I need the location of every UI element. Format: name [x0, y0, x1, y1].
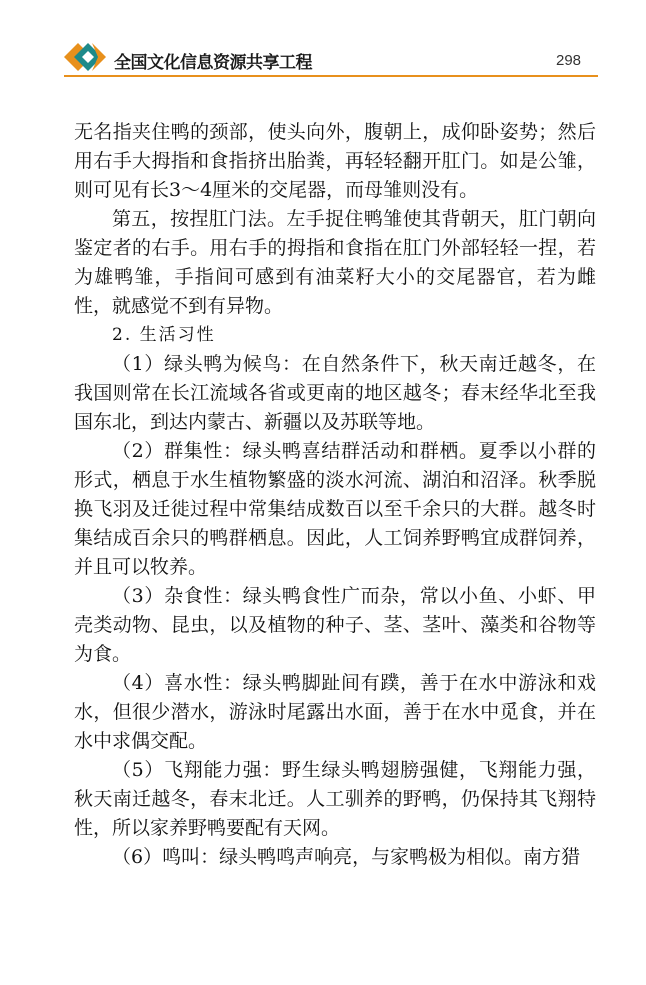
paragraph: （1）绿头鸭为候鸟：在自然条件下，秋天南迁越冬，在我国则常在长江流域各省或更南的地区越冬；春末经华北至我国东北，到达内蒙古、新疆以及苏联等地。 [74, 353, 596, 433]
section-heading: 2. 生活习性 [112, 325, 216, 345]
paragraph: （5）飞翔能力强：野生绿头鸭翅膀强健，飞翔能力强，秋天南迁越冬，春末北迁。人工驯养的野鸭，仍保持其飞翔特性，所以家养野鸭要配有天网。 [74, 759, 596, 839]
paragraph: （6）鸣叫：绿头鸭鸣声响亮，与家鸭极为相似。南方猎 [112, 846, 581, 868]
header-divider [64, 75, 598, 77]
paragraph: （4）喜水性：绿头鸭脚趾间有蹼，善于在水中游泳和戏水，但很少潜水，游泳时尾露出水面，善于在水中觅食，并在水中求偶交配。 [74, 672, 596, 752]
paragraph: （2）群集性：绿头鸭喜结群活动和群栖。夏季以小群的形式，栖息于水生植物繁盛的淡水河流、湖泊和沼泽。秋季脱换飞羽及迁徙过程中常集结成数百以至千余只的大群。越冬时集结成百余只的鸭群栖息。因此，人工饲养野鸭宜成群饲养，并且可以牧养。 [74, 440, 596, 578]
page-number: 298 [556, 52, 582, 69]
header-title: 全国文化信息资源共享工程 [114, 53, 312, 73]
paragraph: 无名指夹住鸭的颈部，使头向外，腹朝上，成仰卧姿势；然后用右手大拇指和食指挤出胎粪，再轻轻翻开肛门。如是公雏，则可见有长3～4厘米的交尾器，而母雏则没有。 [74, 121, 596, 201]
paragraph: 第五，按捏肛门法。左手捉住鸭雏使其背朝天，肛门朝向鉴定者的右手。用右手的拇指和食指在肛门外部轻轻一捏，若为雄鸭雏，手指间可感到有油菜籽大小的交尾器官，若为雌性，就感觉不到有异物。 [74, 208, 596, 317]
page-header [0, 0, 646, 80]
logo-icon [64, 40, 112, 74]
body-text [74, 118, 596, 872]
paragraph: （3）杂食性：绿头鸭食性广而杂，常以小鱼、小虾、甲壳类动物、昆虫，以及植物的种子、茎、茎叶、藻类和谷物等为食。 [74, 585, 596, 665]
